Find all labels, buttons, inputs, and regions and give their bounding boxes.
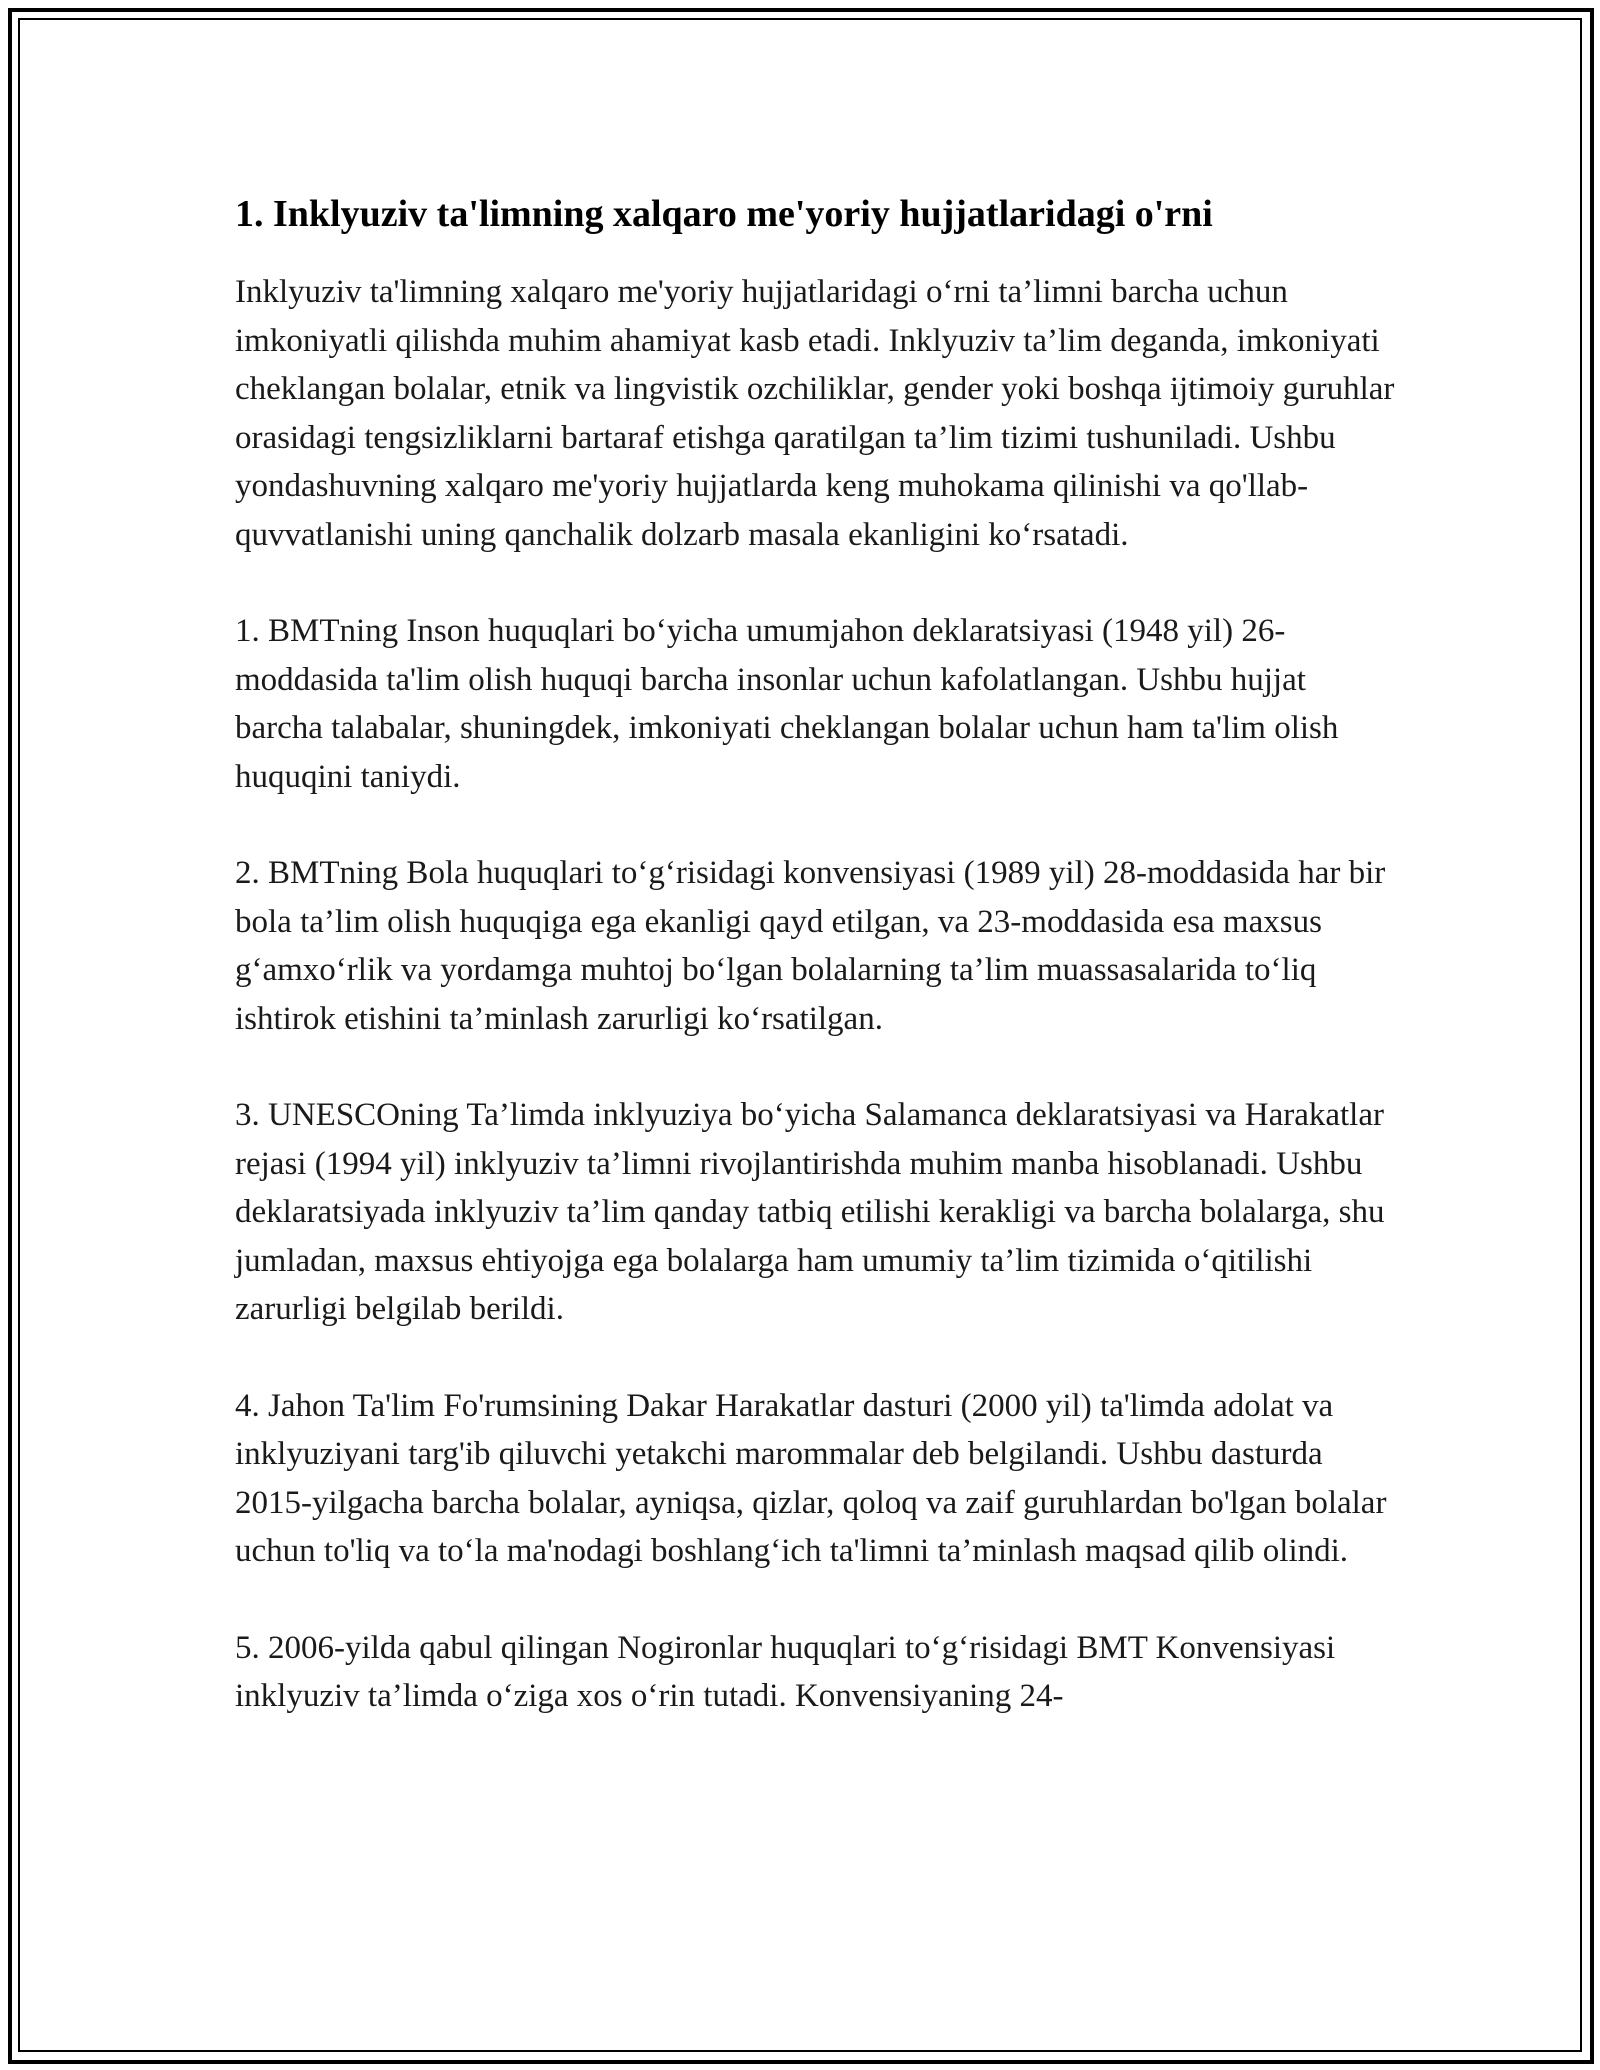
intro-paragraph: Inklyuziv ta'limning xalqaro me'yoriy hujjatlaridagi o‘rni ta’limni barcha uchun imkoniyatli qilishda muhim ahamiyat kasb etadi. Inklyuziv ta’lim deganda, imkoniyati cheklangan bolalar, etnik va lingvistik ozchiliklar, gender yoki boshqa ijtimoiy guruhlar orasidagi tengsizliklarni bartaraf etishga qaratilgan ta’lim tizimi tushuniladi. Ushbu yondashuvning xalqaro me'yoriy hujjatlarda keng muhokama qilinishi va qo'llab-quvvatlanishi uning qanchalik dolzarb masala ekanligini ko‘rsatadi.	[235, 274, 1395, 553]
section-heading: 1. Inklyuziv ta'limning xalqaro me'yoriy hujjatlaridagi o'rni	[235, 193, 1213, 235]
paragraph-item-4: 4. Jahon Ta'lim Fo'rumsining Dakar Harakatlar dasturi (2000 yil) ta'limda adolat va inklyuziyani targ'ib qiluvchi yetakchi marommalar deb belgilandi. Ushbu dasturda 2015-yilgacha barcha bolalar, ayniqsa, qizlar, qoloq va zaif guruhlardan bo'lgan bolalar uchun to'liq va to‘la ma'nodagi boshlang‘ich ta'limni ta’minlash maqsad qilib olindi.	[235, 1387, 1387, 1569]
paragraph-item-5: 5. 2006-yilda qabul qilingan Nogironlar huquqlari to‘g‘risidagi BMT Konvensiyasi inklyuziv ta’limda o‘ziga xos o‘rin tutadi. Konvensiyaning 24-	[235, 1629, 1336, 1714]
paragraph-item-3: 3. UNESCOning Ta’limda inklyuziya bo‘yicha Salamanca deklaratsiyasi va Harakatlar rejasi (1994 yil) inklyuziv ta’limni rivojlantirishda muhim manba hisoblanadi. Ushbu deklaratsiyada inklyuziv ta’lim qanday tatbiq etilishi kerakligi va barcha bolalarga, shu jumladan, maxsus ehtiyojga ega bolalarga ham umumiy ta’lim tizimida o‘qitilishi zarurligi belgilab berildi.	[235, 1097, 1385, 1327]
paragraph-item-1: 1. BMTning Inson huquqlari bo‘yicha umumjahon deklaratsiyasi (1948 yil) 26-moddasida ta'lim olish huquqi barcha insonlar uchun kafolatlangan. Ushbu hujjat barcha talabalar, shuningdek, imkoniyati cheklangan bolalar uchun ham ta'lim olish huquqini taniydi.	[235, 613, 1339, 795]
document-page	[235, 190, 1395, 1769]
paragraph-item-2: 2. BMTning Bola huquqlari to‘g‘risidagi konvensiyasi (1989 yil) 28-moddasida har bir bola ta’lim olish huquqiga ega ekanligi qayd etilgan, va 23-moddasida esa maxsus g‘amxo‘rlik va yordamga muhtoj bo‘lgan bolalarning ta’lim muassasalarida to‘liq ishtirok etishini ta’minlash zarurligi ko‘rsatilgan.	[235, 855, 1386, 1037]
